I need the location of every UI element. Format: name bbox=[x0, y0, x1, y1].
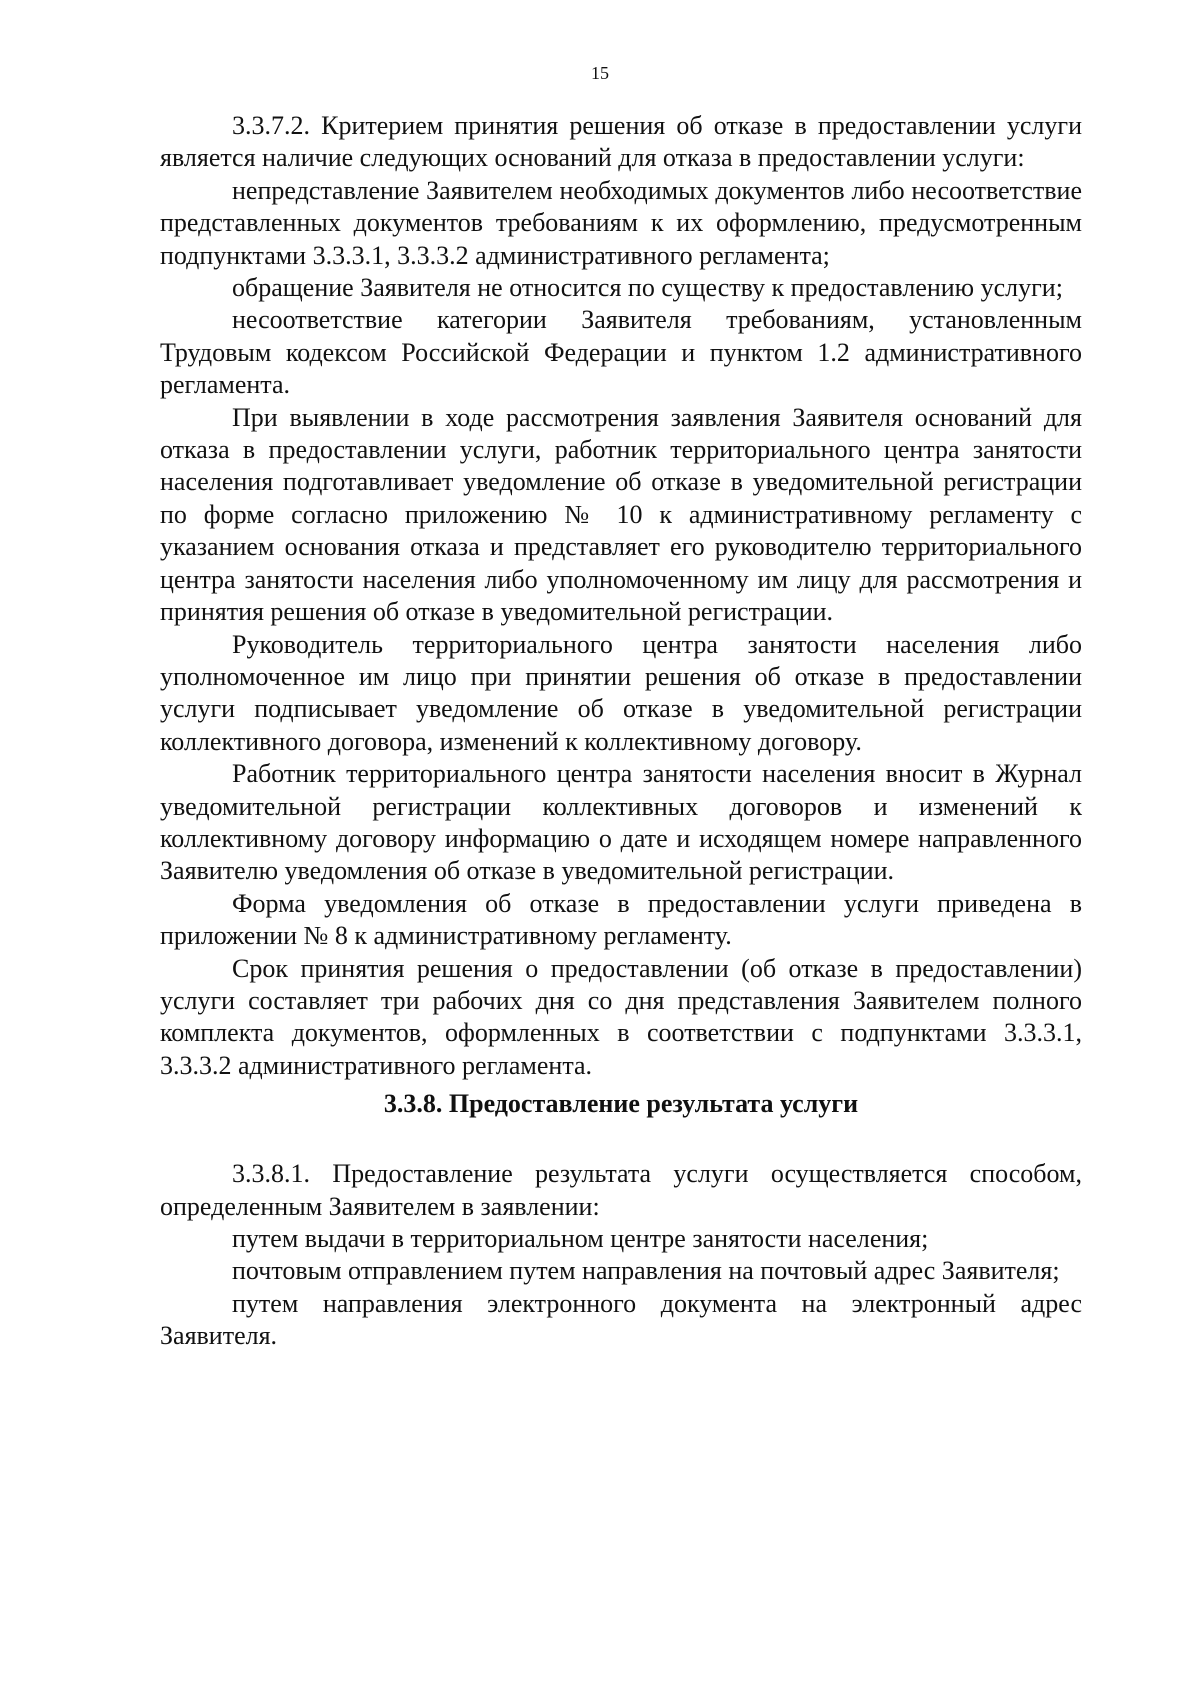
paragraph-refusal-notice-preparation: При выявлении в ходе рассмотрения заявления Заявителя оснований для отказа в предоставлении услуги, работник территориального центра занятости населения подготавливает уведомление об отказе в уведомительной регистрации по форме согласно приложению № 10 к административному регламенту с указанием основания отказа и представляет его руководителю территориального центра занятости населения либо уполномоченному им лицу для рассмотрения и принятия решения об отказе в уведомительной регистрации. bbox=[160, 402, 1082, 627]
paragraph-journal-entry: Работник территориального центра занятости населения вносит в Журнал уведомительной регистрации коллективных договоров и изменений к коллективному договору информацию о дате и исходящем номере направленного Заявителю уведомления об отказе в уведомительной регистрации. bbox=[160, 759, 1082, 886]
paragraph-criteria-intro: 3.3.7.2. Критерием принятия решения об отказе в предоставлении услуги является наличие следующих оснований для отказа в предоставлении услуги: bbox=[160, 111, 1082, 173]
document-body bbox=[160, 110, 1082, 1353]
paragraph-category-mismatch: несоответствие категории Заявителя требованиям, установленным Трудовым кодексом Российской Федерации и пунктом 1.2 административного регламента. bbox=[160, 305, 1082, 400]
paragraph-delivery-in-person: путем выдачи в территориальном центре занятости населения; bbox=[232, 1224, 929, 1253]
paragraph-result-delivery-intro: 3.3.8.1. Предоставление результата услуги осуществляется способом, определенным Заявителем в заявлении: bbox=[160, 1159, 1082, 1221]
paragraph-missing-documents: непредставление Заявителем необходимых документов либо несоответствие представленных документов требованиям к их оформлению, предусмотренным подпунктами 3.3.3.1, 3.3.3.2 административного регламента; bbox=[160, 175, 1082, 270]
paragraph-refusal-form-appendix: Форма уведомления об отказе в предоставлении услуги приведена в приложении № 8 к административному регламенту. bbox=[160, 888, 1082, 951]
section-heading: 3.3.8. Предоставление результата услуги bbox=[383, 1089, 859, 1119]
paragraph-manager-signs-refusal: Руководитель территориального центра занятости населения либо уполномоченное им лицо при принятии решения об отказе в предоставлении услуги подписывает уведомление об отказе в уведомительной регистрации коллективного договора, изменений к коллективному договору. bbox=[160, 629, 1082, 756]
paragraph-request-not-related: обращение Заявителя не относится по существу к предоставлению услуги; bbox=[232, 273, 1063, 303]
paragraph-decision-deadline: Срок принятия решения о предоставлении (об отказе в предоставлении) услуги составляет три рабочих дня со дня представления Заявителем полного комплекта документов, оформленных в соответствии с подпунктами 3.3.3.1, 3.3.3.2 административного регламента. bbox=[160, 953, 1082, 1080]
page-number: 15 bbox=[591, 63, 609, 83]
paragraph-delivery-by-post: почтовым отправлением путем направления на почтовый адрес Заявителя; bbox=[232, 1256, 1060, 1286]
paragraph-delivery-electronic: путем направления электронного документа на электронный адрес Заявителя. bbox=[160, 1288, 1082, 1351]
